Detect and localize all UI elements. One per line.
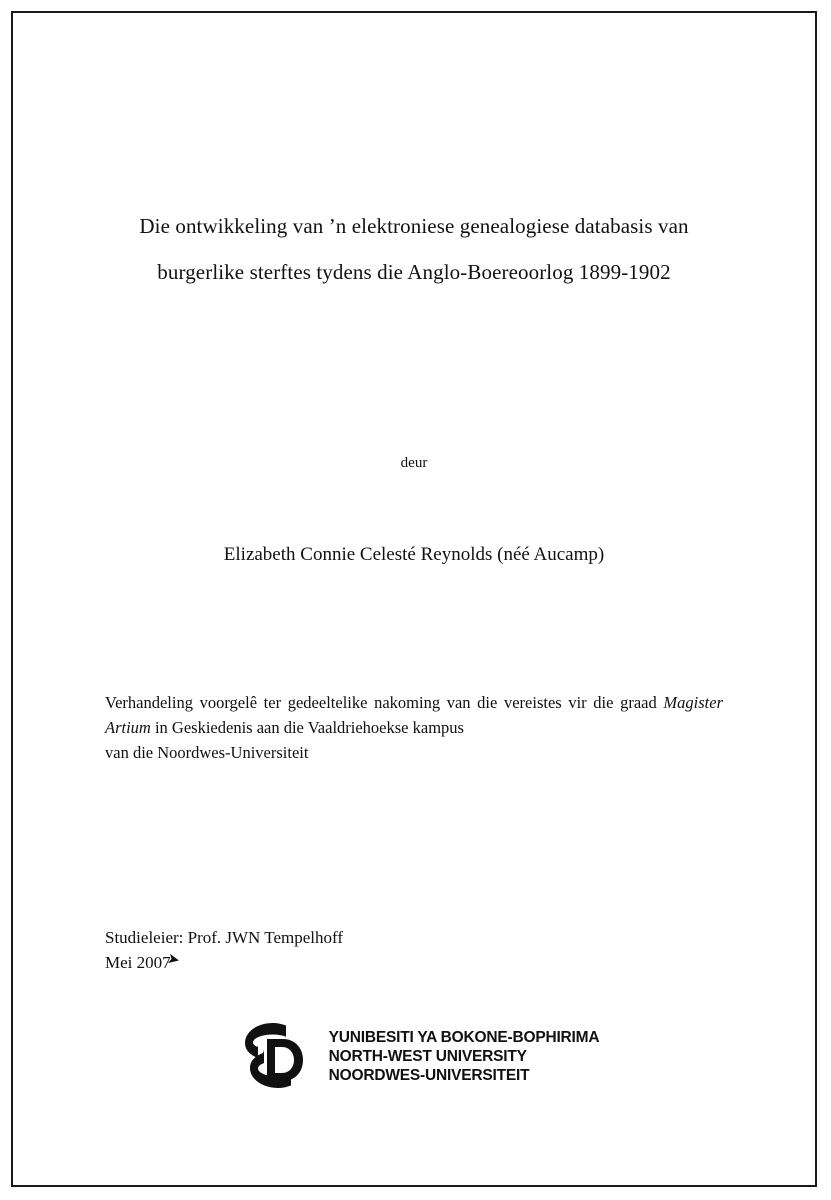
by-label: deur xyxy=(400,455,428,471)
university-name xyxy=(329,1024,600,1085)
author-name: Elizabeth Connie Celesté Reynolds (néé Aucamp) xyxy=(223,544,605,565)
degree-name: Magister Artium xyxy=(105,693,723,737)
statement-part-2: in Geskiedenis aan die Vaaldriehoekse kampus xyxy=(150,718,464,737)
university-logo xyxy=(105,1017,723,1091)
statement-part-3: van die Noordwes-Universiteit xyxy=(105,743,309,762)
page-title xyxy=(105,203,723,295)
date-line: Mei 2007 xyxy=(105,953,171,972)
logo-line-1: YUNIBESITI YA BOKONE-BOPHIRIMA xyxy=(328,1028,600,1046)
logo-line-3: NOORDWES-UNIVERSITEIT xyxy=(328,1066,530,1084)
handwritten-mark-icon: ➤ xyxy=(165,950,182,970)
nwu-crest-icon xyxy=(229,1017,321,1091)
degree-statement xyxy=(105,690,723,765)
statement-part-1: Verhandeling voorgelê ter gedeeltelike nakoming van die vereistes vir die graad xyxy=(105,693,664,712)
supervisor-block xyxy=(105,925,723,975)
page-border xyxy=(11,11,817,1187)
title-line-2: burgerlike sterftes tydens die Anglo-Boereoorlog 1899-1902 xyxy=(157,260,671,284)
date-line-wrap xyxy=(105,950,182,975)
page-content xyxy=(13,13,815,1185)
supervisor-line: Studieleier: Prof. JWN Tempelhoff xyxy=(105,928,344,947)
title-line-1: Die ontwikkeling van ’n elektroniese genealogiese databasis van xyxy=(139,214,689,238)
logo-line-2: NORTH-WEST UNIVERSITY xyxy=(328,1047,527,1065)
